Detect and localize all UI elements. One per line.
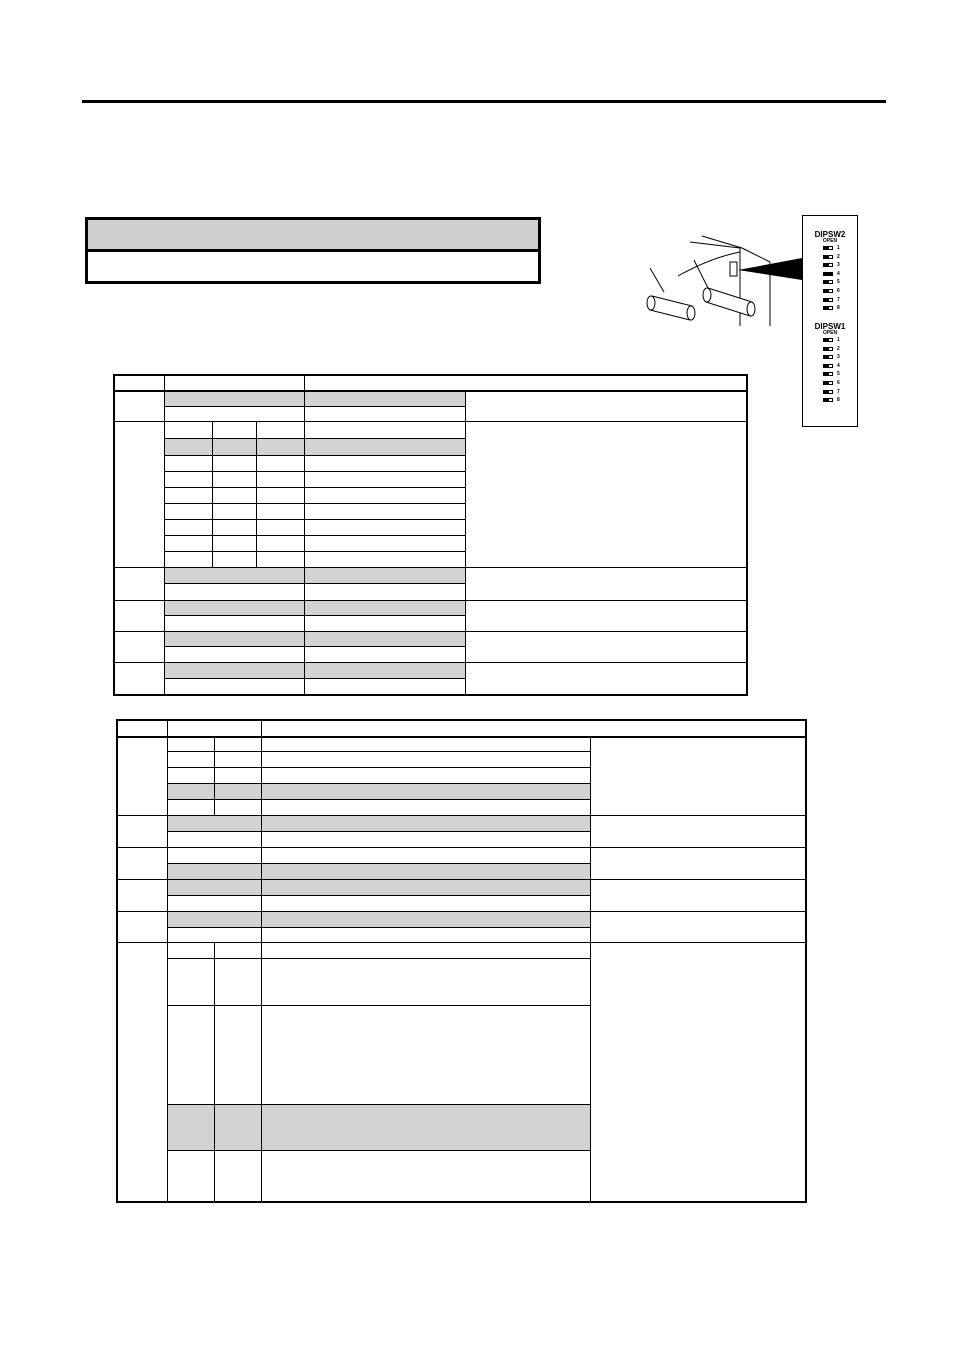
table-rule — [805, 719, 807, 1202]
dip-switch — [823, 372, 833, 376]
table-rule — [116, 719, 805, 721]
dip-switch-knob — [824, 290, 829, 292]
table-rule — [113, 694, 748, 696]
dip-switch-window-icon — [730, 262, 737, 276]
table-rule — [167, 1104, 590, 1105]
dip-switch-number: 2 — [837, 345, 840, 352]
dip-switch — [823, 298, 833, 302]
dip-switch-number: 4 — [837, 270, 840, 277]
table-rule — [214, 942, 215, 1201]
table-rule — [116, 1201, 807, 1203]
table-rule — [164, 583, 465, 584]
printer-illustration — [630, 228, 805, 328]
dipsw2-label: DIPSW2 — [814, 230, 846, 239]
shaded-cell — [164, 439, 465, 455]
dip-switch-knob — [824, 365, 829, 367]
dipsw1-label: DIPSW1 — [814, 322, 846, 331]
table-rule — [167, 1005, 590, 1006]
table-rule — [164, 471, 465, 472]
table-rule — [116, 942, 805, 943]
table-rule — [167, 958, 590, 959]
table-rule — [212, 421, 213, 567]
dip-switch — [823, 347, 833, 351]
table-rule — [113, 631, 746, 632]
dip-switch — [823, 338, 833, 342]
dip-switch — [823, 255, 833, 259]
dip-switch-knob — [824, 373, 829, 375]
dip-switch-knob — [824, 281, 829, 283]
dip-switch — [823, 381, 833, 385]
shaded-cell — [167, 1105, 590, 1150]
dip-switch-number: 3 — [837, 354, 840, 361]
table-rule — [164, 535, 465, 536]
table-rule — [113, 662, 746, 663]
dip-switch-number: 8 — [837, 305, 840, 312]
table-rule — [164, 406, 465, 407]
shaded-cell — [164, 632, 465, 646]
connector-cylinder-right — [703, 288, 755, 316]
shaded-cell — [167, 784, 590, 799]
dip-switch-number: 6 — [837, 288, 840, 294]
dip-switch-knob — [824, 307, 829, 309]
table-rule — [113, 374, 746, 376]
table-rule — [164, 615, 465, 616]
dip-switch — [823, 246, 833, 250]
dip-switch-number: 8 — [837, 397, 840, 404]
table-rule — [164, 455, 465, 456]
dip-switch — [823, 390, 833, 394]
dip-switch-number: 4 — [837, 362, 840, 369]
dip-switch-knob — [824, 399, 829, 401]
table-rule — [167, 831, 590, 832]
dip-switch — [823, 398, 833, 402]
table-rule — [116, 911, 805, 912]
dip-switch-knob — [824, 356, 829, 358]
table-rule — [261, 719, 262, 1201]
table-rule — [167, 863, 590, 864]
dip-switch — [823, 355, 833, 359]
dip-switch-number: 5 — [837, 371, 840, 378]
shaded-cell — [167, 816, 590, 831]
table-rule — [116, 736, 805, 738]
dip-switch-knob — [824, 339, 829, 341]
dip-switch — [823, 263, 833, 267]
table-rule — [164, 438, 465, 439]
dip-switch-number: 5 — [837, 279, 840, 286]
table-rule — [116, 879, 805, 880]
table-rule — [113, 390, 746, 392]
notice-title — [88, 220, 538, 252]
shaded-cell — [164, 391, 465, 406]
table-rule — [164, 487, 465, 488]
printer-edge-line — [702, 236, 770, 262]
dip-switch — [823, 272, 833, 276]
dip-switch-knob — [824, 299, 829, 301]
table-rule — [167, 719, 168, 1201]
table-rule — [167, 767, 590, 768]
printer-side-line — [678, 252, 740, 276]
dip-switch-knob — [824, 247, 829, 249]
table-rule — [167, 751, 590, 752]
table-rule — [113, 600, 746, 601]
dip-switch-panel — [802, 215, 858, 427]
table-rule — [167, 783, 590, 784]
connector-cylinder-left — [647, 296, 695, 320]
table-rule — [113, 567, 746, 568]
table-rule — [465, 390, 466, 694]
dipsw1-open-label: OPEN — [822, 330, 838, 336]
shaded-cell — [167, 864, 590, 879]
dip-switch-knob — [824, 391, 829, 393]
table-rule — [113, 374, 115, 695]
table-rule — [164, 551, 465, 552]
dip-switch-knob — [824, 382, 829, 384]
notice-box — [85, 217, 541, 284]
dip-switch-number: 1 — [837, 337, 840, 343]
table-rule — [116, 815, 805, 816]
shaded-cell — [164, 601, 465, 615]
table-rule — [590, 736, 591, 1201]
dip-switch — [823, 306, 833, 310]
table-rule — [164, 678, 465, 679]
dip-switch-number: 3 — [837, 262, 840, 269]
table-rule — [214, 736, 215, 815]
dip-switch — [823, 280, 833, 284]
table-rule — [164, 646, 465, 647]
dip-switch-number: 6 — [837, 380, 840, 386]
leader-line — [650, 268, 664, 292]
table-rule — [164, 503, 465, 504]
dip-switch — [823, 289, 833, 293]
table-rule — [746, 374, 748, 695]
shaded-cell — [164, 568, 465, 583]
dip-switch-knob — [824, 264, 829, 266]
table-rule — [116, 719, 118, 1202]
dip-switch-knob — [824, 348, 829, 350]
table-rule — [167, 1150, 590, 1151]
dip-switch-number: 2 — [837, 253, 840, 260]
table-rule — [116, 847, 805, 848]
shaded-cell — [167, 912, 590, 927]
shaded-cell — [167, 880, 590, 895]
dip-switch-knob — [824, 256, 829, 258]
dip-switch-number: 7 — [837, 296, 840, 303]
dip-switch — [823, 364, 833, 368]
table-rule — [167, 927, 590, 928]
dip-switch-number: 7 — [837, 388, 840, 395]
dip-switch-number: 1 — [837, 245, 840, 251]
table-rule — [167, 799, 590, 800]
table-rule — [113, 421, 746, 422]
shaded-cell — [164, 663, 465, 678]
table-rule — [167, 895, 590, 896]
dipsw2-open-label: OPEN — [822, 238, 838, 244]
table-rule — [256, 421, 257, 567]
header-rule — [82, 100, 886, 103]
table-rule — [164, 519, 465, 520]
